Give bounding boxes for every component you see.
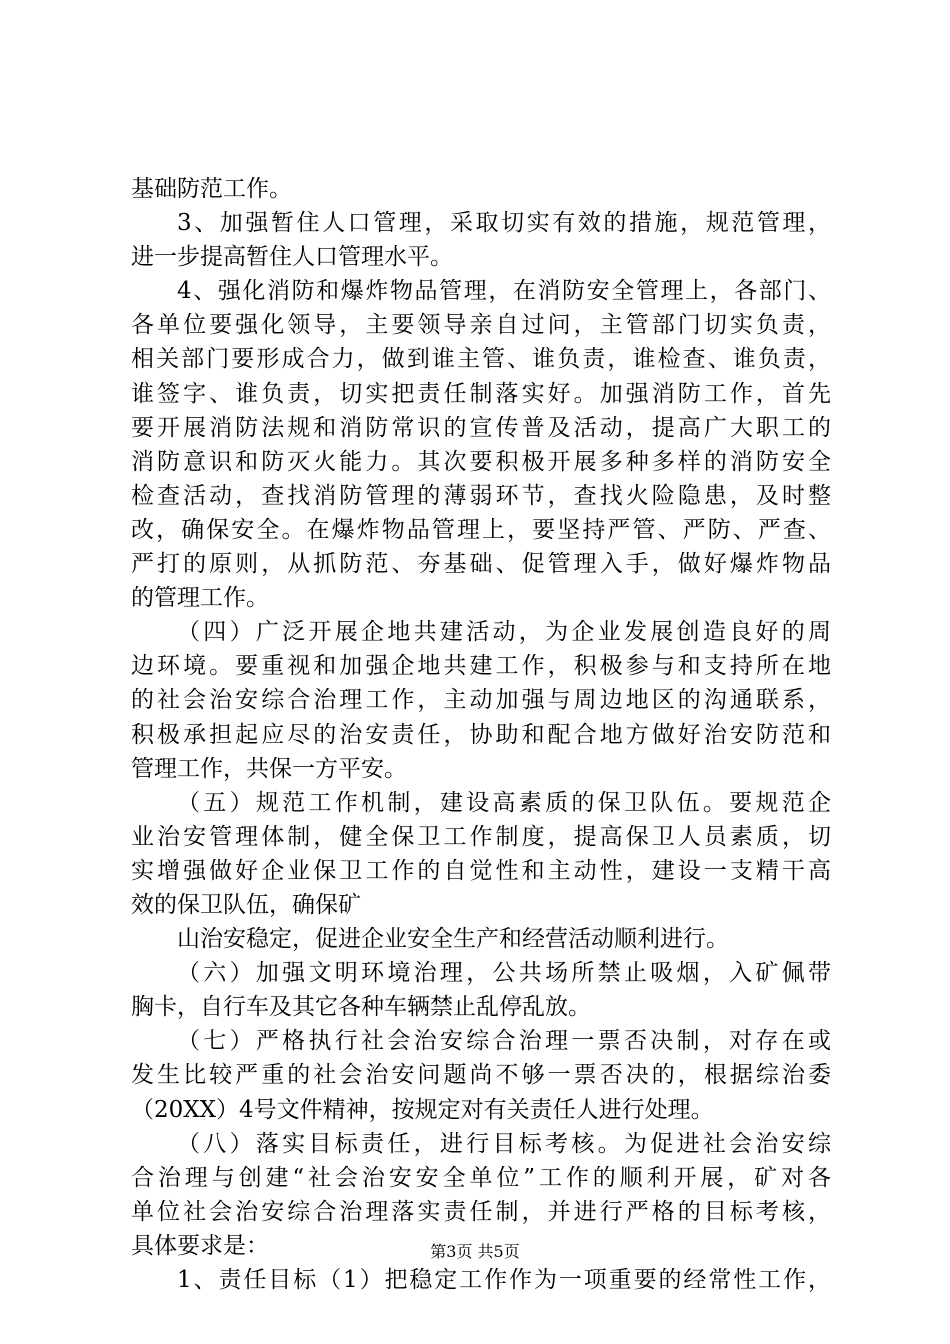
text-line: 胸卡，自行车及其它各种车辆禁止乱停乱放。 [131, 994, 591, 1021]
text-line: 的社会治安综合治理工作，主动加强与周边地区的沟通联系， [131, 687, 831, 714]
text-line: （六）加强文明环境治理，公共场所禁止吸烟，入矿佩带 [177, 960, 831, 987]
text-line: （五）规范工作机制，建设高素质的保卫队伍。要规范企 [177, 789, 831, 816]
text-line: 4、强化消防和爆炸物品管理，在消防安全管理上，各部门、 [177, 278, 831, 305]
text-line: 实增强做好企业保卫工作的自觉性和主动性，建设一支精干高 [131, 857, 831, 884]
text-line: 合治理与创建“社会治安安全单位”工作的顺利开展，矿对各 [131, 1164, 831, 1191]
text-line: 各单位要强化领导，主要领导亲自过问，主管部门切实负责， [131, 312, 831, 339]
text-line: 山治安稳定，促进企业安全生产和经营活动顺利进行。 [177, 926, 729, 953]
text-line: 业治安管理体制，健全保卫工作制度，提高保卫人员素质，切 [131, 823, 831, 850]
text-line: 发生比较严重的社会治安问题尚不够一票否决的，根据综治委 [131, 1062, 831, 1089]
text-line: （七）严格执行社会治安综合治理一票否决制，对存在或 [177, 1028, 831, 1055]
text-line: 严打的原则，从抓防范、夯基础、促管理入手，做好爆炸物品 [131, 551, 831, 578]
text-line: 1、责任目标（1）把稳定工作作为一项重要的经常性工作， [177, 1267, 831, 1293]
text-line: 3、加强暂住人口管理，采取切实有效的措施，规范管理， [177, 210, 831, 237]
text-line: 相关部门要形成合力，做到谁主管、谁负责，谁检查、谁负责， [131, 346, 831, 373]
text-line: 边环境。要重视和加强企地共建工作，积极参与和支持所在地 [131, 653, 831, 680]
text-line: （20XX）4号文件精神，按规定对有关责任人进行处理。 [131, 1096, 714, 1123]
text-line: 进一步提高暂住人口管理水平。 [131, 244, 453, 271]
text-line: 的管理工作。 [131, 585, 269, 612]
page-footer: 第3页 共5页 [430, 1242, 520, 1261]
text-line: 检查活动，查找消防管理的薄弱环节，查找火险隐患，及时整 [131, 482, 831, 509]
text-line: 效的保卫队伍，确保矿 [131, 891, 361, 918]
text-line: 具体要求是： [131, 1232, 269, 1259]
text-line: 基础防范工作。 [131, 176, 292, 202]
text-line: （四）广泛开展企地共建活动，为企业发展创造良好的周 [177, 619, 831, 646]
text-line: 要开展消防法规和消防常识的宣传普及活动，提高广大职工的 [131, 414, 831, 441]
text-line: 消防意识和防灭火能力。其次要积极开展多种多样的消防安全 [131, 448, 831, 475]
text-line: 积极承担起应尽的治安责任，协助和配合地方做好治安防范和 [131, 721, 831, 748]
text-line: 改，确保安全。在爆炸物品管理上，要坚持严管、严防、严查、 [131, 516, 831, 543]
text-line: 单位社会治安综合治理落实责任制，并进行严格的目标考核， [131, 1198, 831, 1225]
text-line: （八）落实目标责任，进行目标考核。为促进社会治安综 [177, 1130, 831, 1157]
text-line: 管理工作，共保一方平安。 [131, 755, 407, 782]
text-line: 谁签字、谁负责，切实把责任制落实好。加强消防工作，首先 [131, 380, 831, 407]
document-body [131, 172, 831, 1297]
